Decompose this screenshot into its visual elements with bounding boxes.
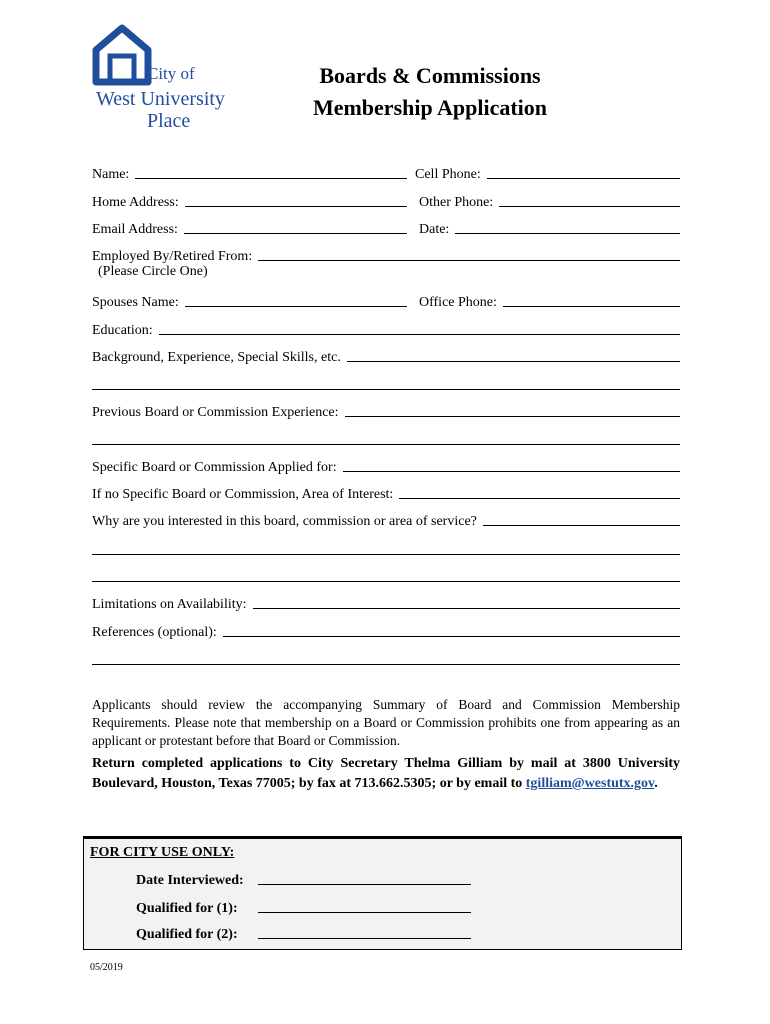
employed-field[interactable]	[92, 245, 680, 265]
house-logo-icon	[92, 24, 152, 86]
date-line[interactable]	[455, 233, 680, 234]
logo-west-university: West University	[96, 88, 225, 110]
revision-date: 05/2019	[90, 962, 123, 973]
background-line[interactable]	[347, 361, 680, 362]
previous-board-extra-line[interactable]	[92, 444, 680, 445]
why-interested-extra-line-2[interactable]	[92, 581, 680, 582]
other-phone-line[interactable]	[499, 206, 680, 207]
qualified-1-field[interactable]	[136, 897, 471, 917]
home-address-field[interactable]	[92, 191, 407, 211]
qualified-1-label: Qualified for (1):	[136, 901, 238, 916]
city-use-title: FOR CITY USE ONLY:	[90, 845, 235, 860]
notice-paragraph: Applicants should review the accompanying Summary of Board and Commission Membership Requirements. Please note that membership on a Board or Commission prohibits one from appearing as an applicant or protestant before that Board or Commission.	[92, 697, 680, 748]
date-interviewed-field[interactable]	[136, 869, 471, 889]
qualified-1-line[interactable]	[258, 912, 471, 913]
specific-board-field[interactable]	[92, 456, 680, 476]
references-label: References (optional):	[92, 625, 217, 640]
cell-phone-label: Cell Phone:	[415, 167, 481, 182]
office-phone-field[interactable]	[419, 291, 680, 311]
date-interviewed-label: Date Interviewed:	[136, 873, 244, 888]
title-line-1: Boards & Commissions	[319, 63, 541, 88]
why-interested-line[interactable]	[483, 525, 680, 526]
employed-line[interactable]	[258, 260, 680, 261]
limitations-label: Limitations on Availability:	[92, 597, 247, 612]
why-interested-label: Why are you interested in this board, commission or area of service?	[92, 514, 477, 529]
logo-city-of: City of	[147, 64, 195, 83]
references-extra-line[interactable]	[92, 664, 680, 665]
education-label: Education:	[92, 323, 153, 338]
name-label: Name:	[92, 167, 130, 182]
background-field[interactable]	[92, 346, 680, 366]
office-phone-line[interactable]	[503, 306, 680, 307]
title-line-2: Membership Application	[312, 95, 548, 120]
previous-board-line[interactable]	[345, 416, 680, 417]
specific-board-label: Specific Board or Commission Applied for:	[92, 460, 337, 475]
return-text: Return completed applications to City Secretary Thelma Gilliam by mail at 3800 University Boulevard, Houston, Texas 77005; by fax at 713.662.5305; or by email to	[92, 756, 680, 791]
why-interested-field[interactable]	[92, 510, 680, 530]
background-label: Background, Experience, Special Skills, etc.	[92, 350, 341, 365]
references-line[interactable]	[223, 636, 680, 637]
name-field[interactable]	[92, 163, 407, 183]
page-title	[270, 60, 590, 124]
cell-phone-line[interactable]	[487, 178, 680, 179]
home-address-line[interactable]	[185, 206, 407, 207]
email-address-field[interactable]	[92, 218, 407, 238]
cell-phone-field[interactable]	[415, 163, 680, 183]
spouses-name-field[interactable]	[92, 291, 407, 311]
references-field[interactable]	[92, 621, 680, 641]
why-interested-extra-line-1[interactable]	[92, 554, 680, 555]
home-address-label: Home Address:	[92, 195, 179, 210]
previous-board-field[interactable]	[92, 401, 680, 421]
background-extra-line[interactable]	[92, 389, 680, 390]
limitations-line[interactable]	[253, 608, 680, 609]
logo-place: Place	[147, 110, 191, 132]
date-label: Date:	[419, 222, 450, 237]
date-field[interactable]	[419, 218, 680, 238]
area-of-interest-line[interactable]	[399, 498, 680, 499]
office-phone-label: Office Phone:	[419, 295, 497, 310]
return-instructions	[92, 754, 680, 794]
area-of-interest-field[interactable]	[92, 483, 680, 503]
email-address-label: Email Address:	[92, 222, 178, 237]
education-line[interactable]	[159, 334, 680, 335]
city-logo	[92, 24, 252, 136]
email-address-line[interactable]	[184, 233, 407, 234]
qualified-2-label: Qualified for (2):	[136, 927, 238, 942]
spouses-name-line[interactable]	[185, 306, 407, 307]
circle-one-note: (Please Circle One)	[98, 264, 208, 279]
other-phone-field[interactable]	[419, 191, 680, 211]
employed-label: Employed By/Retired From:	[92, 249, 253, 264]
name-line[interactable]	[135, 178, 407, 179]
education-field[interactable]	[92, 319, 680, 339]
qualified-2-line[interactable]	[258, 938, 471, 939]
other-phone-label: Other Phone:	[419, 195, 494, 210]
return-period: .	[654, 776, 658, 791]
area-of-interest-label: If no Specific Board or Commission, Area of Interest:	[92, 487, 394, 502]
specific-board-line[interactable]	[343, 471, 680, 472]
limitations-field[interactable]	[92, 593, 680, 613]
date-interviewed-line[interactable]	[258, 884, 471, 885]
spouses-name-label: Spouses Name:	[92, 295, 179, 310]
previous-board-label: Previous Board or Commission Experience:	[92, 405, 339, 420]
city-use-box	[83, 836, 682, 950]
return-email-link[interactable]: tgilliam@westutx.gov	[525, 776, 655, 791]
qualified-2-field[interactable]	[136, 923, 471, 943]
